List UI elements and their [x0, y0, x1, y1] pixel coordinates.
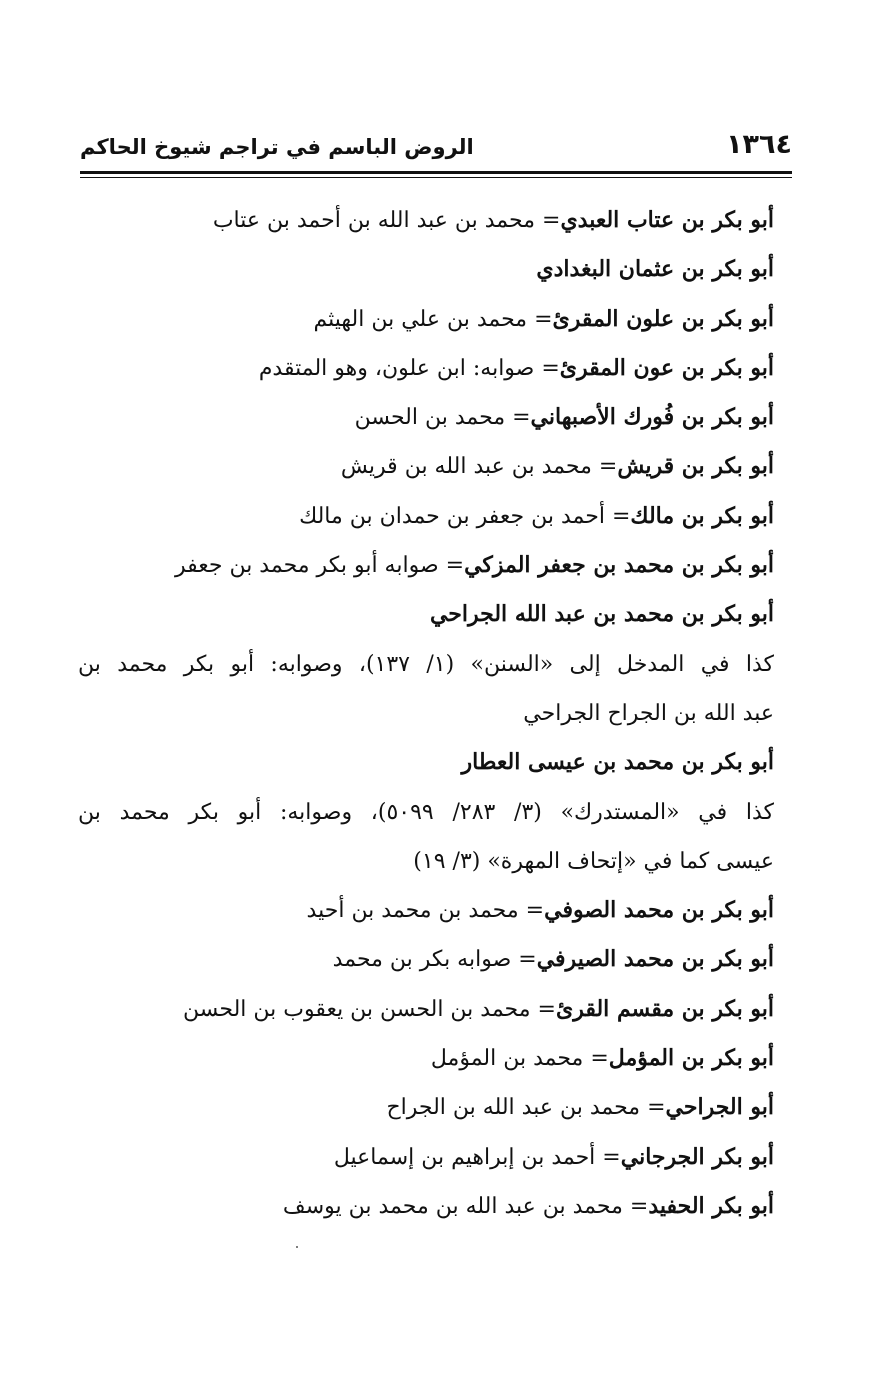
entry-text: محمد بن عبد الله بن محمد بن يوسف	[282, 1193, 623, 1219]
entry-name: أبو بكر بن محمد الصوفي	[544, 897, 774, 924]
entry-text: محمد بن محمد بن أحيد	[306, 898, 519, 924]
entry-text: أحمد بن إبراهيم بن إسماعيل	[333, 1144, 596, 1170]
entry-line	[78, 985, 774, 1034]
entry-name: أبو بكر بن محمد بن عيسى العطار	[461, 749, 774, 776]
entry-text: محمد بن المؤمل	[430, 1046, 584, 1072]
entry-line	[78, 541, 774, 590]
entry-line	[78, 344, 774, 393]
entry-name: أبو بكر بن مقسم القرئ	[555, 995, 774, 1022]
entry-text: محمد بن الحسن	[354, 405, 506, 431]
entry-line	[78, 442, 774, 491]
entry-name: أبو بكر بن محمد بن جعفر المزكي	[464, 552, 774, 579]
entry-separator: =	[530, 996, 556, 1022]
entry-text: كذا في المدخل إلى «السنن» (١/ ١٣٧)، وصوابه: أبو بكر محمد بن	[78, 651, 774, 677]
entry-name: أبو بكر الحفيد	[648, 1192, 774, 1219]
entry-separator: =	[527, 306, 553, 332]
running-title: الروض الباسم في تراجم شيوخ الحاكم	[80, 135, 474, 159]
entry-name: أبو بكر بن قريش	[617, 453, 774, 480]
note-line	[78, 640, 774, 689]
entry-line	[78, 738, 774, 787]
entry-text: صوابه أبو بكر محمد بن جعفر	[174, 553, 439, 579]
entry-text: عيسى كما في «إتحاف المهرة» (٣/ ١٩)	[413, 848, 774, 874]
note-line	[78, 689, 774, 738]
entry-line	[78, 1182, 774, 1231]
entry-separator: =	[505, 405, 531, 431]
entry-line	[78, 886, 774, 935]
page-number: ١٣٦٤	[726, 129, 792, 160]
entry-text: صوابه بكر بن محمد	[332, 947, 512, 973]
entry-line	[78, 295, 774, 344]
entry-line	[78, 492, 774, 541]
entry-name: أبو بكر بن محمد بن عبد الله الجراحي	[429, 601, 774, 628]
entry-line	[78, 935, 774, 984]
entry-separator: =	[438, 553, 465, 579]
entry-line	[78, 245, 774, 294]
entry-separator: =	[604, 503, 631, 529]
note-line	[78, 837, 774, 886]
entry-text: صوابه: ابن علون، وهو المتقدم	[258, 355, 535, 381]
entry-text: محمد بن عبد الله بن قريش	[340, 454, 592, 480]
entry-name: أبو بكر الجرجاني	[620, 1143, 774, 1170]
entry-line	[78, 590, 774, 639]
entry-line	[78, 1133, 774, 1182]
entry-text: كذا في «المستدرك» (٣/ ٢٨٣/ ٥٠٩٩)، وصوابه: أبو بكر محمد بن	[78, 799, 774, 825]
entry-separator: =	[534, 355, 560, 381]
entry-name: أبو بكر بن المؤمل	[608, 1045, 774, 1072]
entry-separator: =	[535, 208, 561, 233]
header-rule-thin	[80, 177, 792, 178]
entry-text: أحمد بن جعفر بن حمدان بن مالك	[299, 503, 605, 529]
entry-text: محمد بن عبد الله بن الجراح	[386, 1095, 641, 1121]
entry-name: أبو بكر بن مالك	[630, 502, 774, 529]
entry-line	[78, 1083, 774, 1132]
paper-speck	[296, 1246, 298, 1248]
page-header	[80, 128, 792, 168]
entry-name: أبو بكر بن عون المقرئ	[559, 354, 774, 381]
entry-text: محمد بن الحسن بن يعقوب بن الحسن	[183, 996, 531, 1022]
entry-name: أبو بكر بن علون المقرئ	[552, 305, 774, 332]
entry-line	[78, 196, 774, 245]
entry-line	[78, 393, 774, 442]
entry-separator: =	[622, 1193, 649, 1219]
entries-list	[78, 196, 774, 1231]
entry-separator: =	[511, 947, 537, 973]
entry-name: أبو بكر بن عثمان البغدادي	[536, 256, 774, 283]
entry-separator: =	[583, 1046, 609, 1072]
entry-text: محمد بن علي بن الهيثم	[313, 306, 528, 332]
entry-separator: =	[640, 1095, 666, 1121]
entry-separator: =	[518, 898, 545, 924]
entry-text: محمد بن عبد الله بن أحمد بن عتاب	[212, 208, 536, 233]
note-line	[78, 788, 774, 837]
header-rule-thick	[80, 171, 792, 174]
entry-line	[78, 1034, 774, 1083]
entry-separator: =	[595, 1144, 621, 1170]
entry-name: أبو بكر بن عتاب العبدي	[560, 207, 774, 233]
entry-separator: =	[591, 454, 618, 480]
entry-name: أبو بكر بن محمد الصيرفي	[536, 946, 774, 973]
entry-name: أبو بكر بن فُورك الأصبهاني	[530, 404, 774, 431]
entry-name: أبو الجراحي	[665, 1094, 774, 1121]
entry-text: عبد الله بن الجراح الجراحي	[523, 700, 774, 726]
